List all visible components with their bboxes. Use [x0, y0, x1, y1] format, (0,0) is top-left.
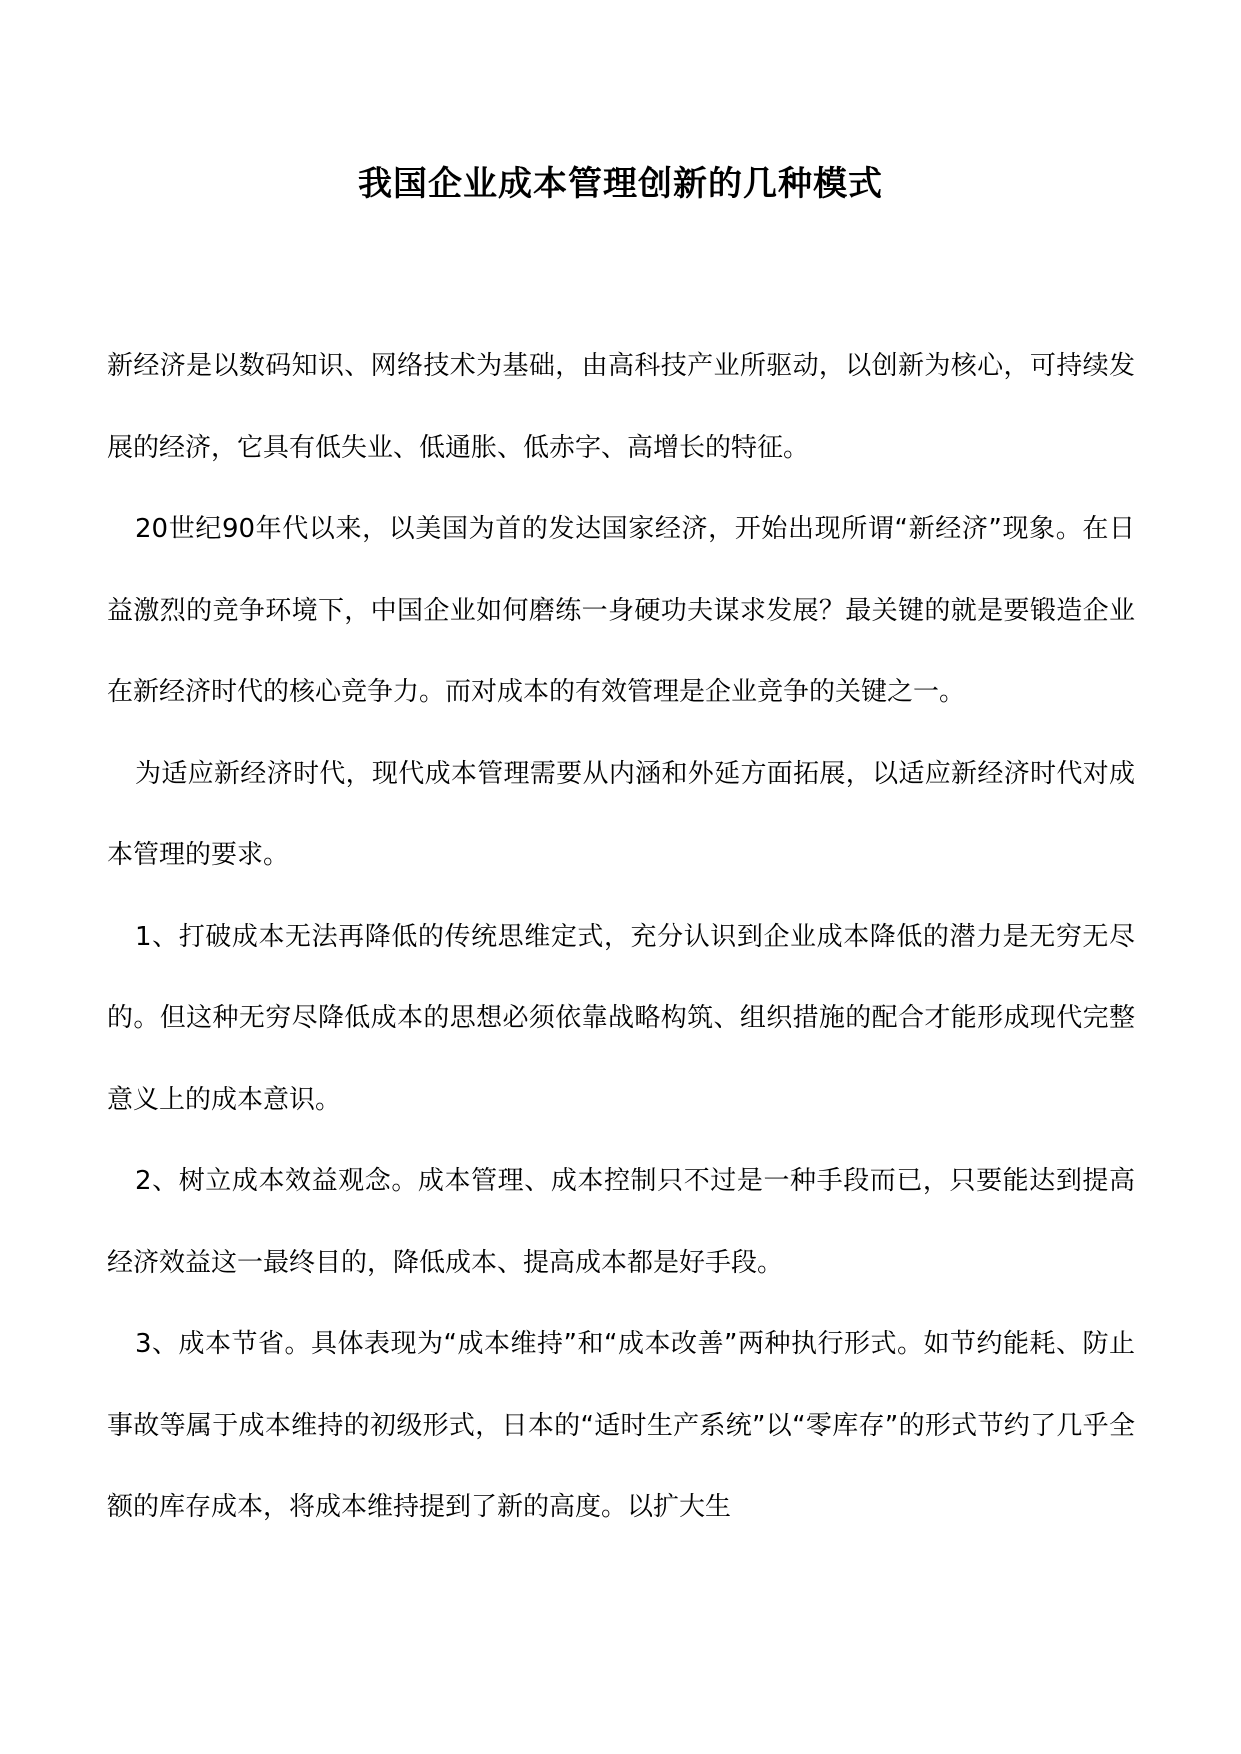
paragraph-point-1: 1、打破成本无法再降低的传统思维定式，充分认识到企业成本降低的潜力是无穷无尽的。但这种无穷尽降低成本的思想必须依靠战略构筑、组织措施的配合才能形成现代完整意义上的成本意识。: [107, 921, 1135, 1115]
document-title: 我国企业成本管理创新的几种模式: [358, 164, 883, 204]
document-body: [107, 326, 1135, 1549]
paragraph-point-3: 3、成本节省。具体表现为“成本维持”和“成本改善”两种执行形式。如节约能耗、防止事故等属于成本维持的初级形式，日本的“适时生产系统”以“零库存”的形式节约了几乎全额的库存成本，将成本维持提到了新的高度。以扩大生: [107, 1329, 1135, 1522]
paragraph-adapting-cost-management: 为适应新经济时代，现代成本管理需要从内涵和外延方面拓展，以适应新经济时代对成本管理的要求。: [107, 758, 1135, 870]
paragraph-new-economy-definition: 新经济是以数码知识、网络技术为基础，由高科技产业所驱动，以创新为核心，可持续发展的经济，它具有低失业、低通胀、低赤字、高增长的特征。: [107, 351, 1135, 463]
paragraph-point-2: 2、树立成本效益观念。成本管理、成本控制只不过是一种手段而已，只要能达到提高经济效益这一最终目的，降低成本、提高成本都是好手段。: [107, 1166, 1135, 1278]
paragraph-new-economy-phenomenon: 20世纪90年代以来，以美国为首的发达国家经济，开始出现所谓“新经济”现象。在日益激烈的竞争环境下，中国企业如何磨练一身硬功夫谋求发展？最关键的就是要锻造企业在新经济时代的核心竞争力。而对成本的有效管理是企业竞争的关键之一。: [107, 514, 1135, 707]
